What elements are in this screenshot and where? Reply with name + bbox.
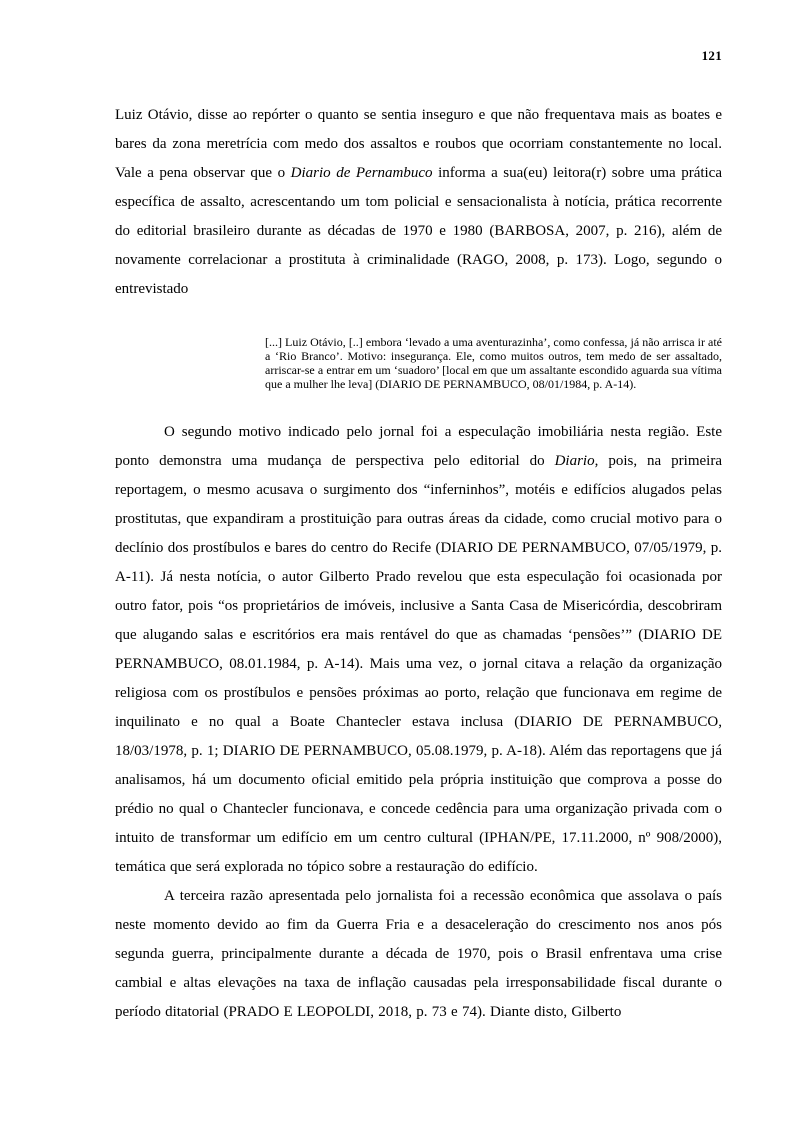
- text-run: A terceira razão apresentada pelo jornalista foi a recessão econômica que assolava o país neste momento devido ao fim da Guerra Fria e a desaceleração do crescimento nos anos pós segunda guerra, principalmente durante a década de 1970, pois o Brasil enfrentava uma crise cambial e altas elevações na taxa de inflação causadas pela irresponsabilidade fiscal durante o período ditatorial (PRADO E LEOPOLDI, 2018, p. 73 e 74). Diante disto, Gilberto: [115, 888, 722, 1020]
- text-run: [...] Luiz Otávio, [..] embora ‘levado a uma aventurazinha’, como confessa, já não arrisca ir até a ‘Rio Branco’. Motivo: insegurança. Ele, como muitos outros, tem medo de ser assaltado, arriscar-se a entrar em um ‘suadoro’ [local em que um assaltante escondido aguarda sua vítima que a mulher lhe leva] (DIARIO DE PERNAMBUCO, 08/01/1984, p. A-14).: [265, 335, 722, 391]
- text-run: , pois, na primeira reportagem, o mesmo acusava o surgimento dos “inferninhos”, motéis e edifícios alugados pelas prostitutas, que expandiram a prostituição para outras áreas da cidade, como crucial motivo para o declínio dos prostíbulos e bares do centro do Recife (DIARIO DE PERNAMBUCO, 07/05/1979, p. A-11). Já nesta notícia, o autor Gilberto Prado revelou que esta especulação foi ocasionada por outro fator, pois “os proprietários de imóveis, inclusive a Santa Casa de Misericórdia, descobriram que alugando salas e escritórios era mais rentável do que as chamadas ‘pensões’” (DIARIO DE PERNAMBUCO, 08.01.1984, p. A-14). Mais uma vez, o jornal citava a relação da organização religiosa com os prostíbulos e pensões próximas ao porto, relação que funcionava em regime de inquilinato e no qual a Boate Chantecler estava inclusa (DIARIO DE PERNAMBUCO, 18/03/1978, p. 1; DIARIO DE PERNAMBUCO, 05.08.1979, p. A-18). Além das reportagens que já analisamos, há um documento oficial emitido pela própria instituição que comprova a posse do prédio no qual o Chantecler funcionava, e concede cedência para uma organização privada com o intuito de transformar um edifício em um centro cultural (IPHAN/PE, 17.11.2000, nº 908/2000), temática que será explorada no tópico sobre a restauração do edifício.: [115, 453, 722, 875]
- paragraph-third-reason: [115, 882, 722, 1027]
- paragraph-second-motive: [115, 418, 722, 882]
- text-run: informa a sua(eu) leitora(r) sobre uma prática específica de assalto, acrescentando um tom policial e sensacionalista à notícia, prática recorrente do editorial brasileiro durante as décadas de 1970 e 1980 (BARBOSA, 2007, p. 216), além de novamente correlacionar a prostituta à criminalidade (RAGO, 2008, p. 173). Logo, segundo o entrevistado: [115, 165, 723, 297]
- block-quote: [265, 335, 722, 391]
- page-content: [115, 101, 722, 1027]
- text-run: O segundo motivo indicado pelo jornal foi a especulação imobiliária nesta região. Este ponto demonstra uma mudança de perspectiva pelo editorial do: [115, 424, 722, 469]
- page-number: 121: [701, 48, 722, 63]
- paragraph-intro: [115, 101, 722, 304]
- text-run: Luiz Otávio, disse ao repórter o quanto se sentia inseguro e que não frequentava mais as boates e bares da zona meretrícia com medo dos assaltos e roubos que ocorriam constantemente no local. Vale a pena observar que o: [115, 107, 722, 181]
- italic-text-run: Diario: [554, 453, 595, 469]
- italic-text-run: Diario de Pernambuco: [290, 165, 433, 181]
